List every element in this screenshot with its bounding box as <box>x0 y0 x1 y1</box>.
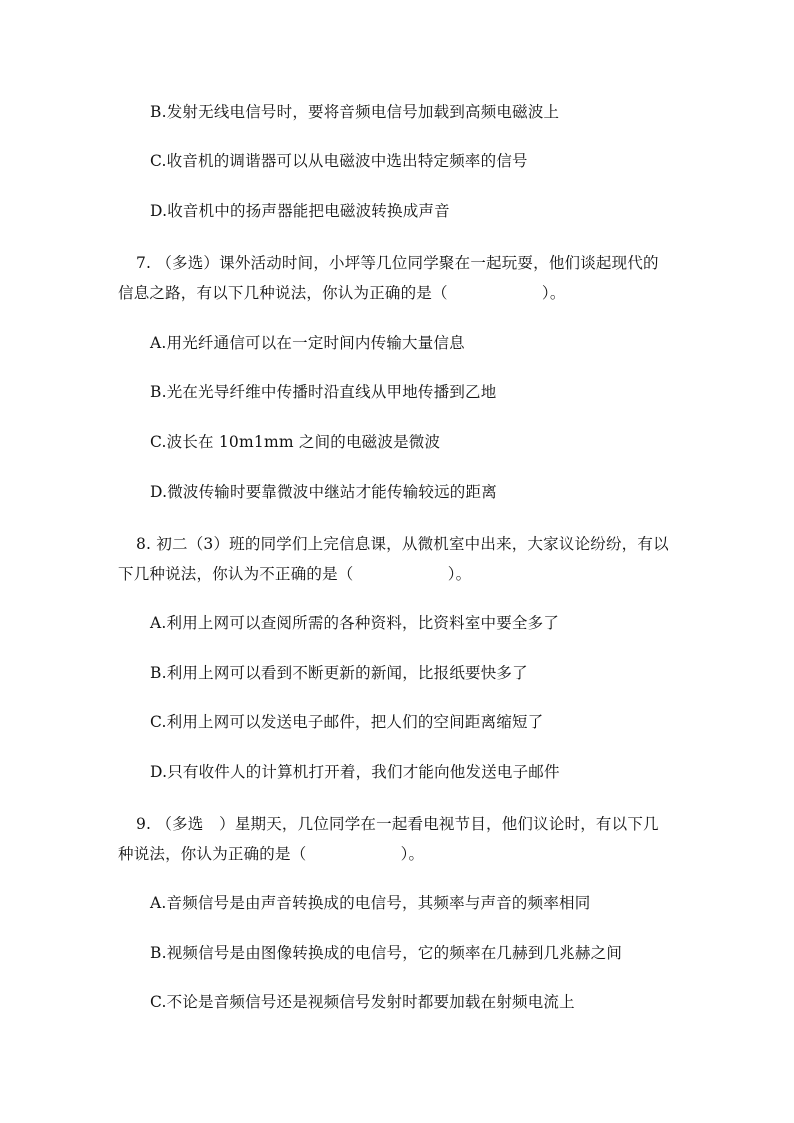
q8-option-c: C.利用上网可以发送电子邮件，把人们的空间距离缩短了 <box>150 713 544 731</box>
q7-option-d: D.微波传输时要靠微波中继站才能传输较远的距离 <box>150 483 497 501</box>
q8-stem-line1: 8. 初二（3）班的同学们上完信息课，从微机室中出来，大家议论纷纷，有以 <box>136 535 669 553</box>
q7-option-b: B.光在光导纤维中传播时沿直线从甲地传播到乙地 <box>150 383 497 401</box>
q9-option-b: B.视频信号是由图像转换成的电信号，它的频率在几赫到几兆赫之间 <box>150 944 623 962</box>
q8-option-d: D.只有收件人的计算机打开着，我们才能向他发送电子邮件 <box>150 763 560 781</box>
q9-option-a: A.音频信号是由声音转换成的电信号，其频率与声音的频率相同 <box>150 894 591 912</box>
q6-option-c: C.收音机的调谐器可以从电磁波中选出特定频率的信号 <box>150 152 528 170</box>
q6-option-b: B.发射无线电信号时，要将音频电信号加载到高频电磁波上 <box>150 103 560 121</box>
q7-option-c: C.波长在 10m1mm 之间的电磁波是微波 <box>150 433 441 451</box>
q7-option-a: A.用光纤通信可以在一定时间内传输大量信息 <box>150 334 465 352</box>
q8-stem-line2: 下几种说法，你认为不正确的是（ ）。 <box>118 565 472 583</box>
q8-option-a: A.利用上网可以查阅所需的各种资料，比资料室中要全多了 <box>150 614 560 632</box>
q9-stem-line1: 9. （多选 ）星期天，几位同学在一起看电视节目，他们议论时，有以下几 <box>136 815 659 833</box>
q8-option-b: B.利用上网可以看到不断更新的新闻，比报纸要快多了 <box>150 664 528 682</box>
q9-option-c: C.不论是音频信号还是视频信号发射时都要加载在射频电流上 <box>150 993 575 1011</box>
q7-stem-line1: 7. （多选）课外活动时间，小坪等几位同学聚在一起玩耍，他们谈起现代的 <box>136 254 659 272</box>
q6-option-d: D.收音机中的扬声器能把电磁波转换成声音 <box>150 202 450 220</box>
q7-stem-line2: 信息之路，有以下几种说法，你认为正确的是（ ）。 <box>118 284 566 302</box>
q9-stem-line2: 种说法，你认为正确的是（ ）。 <box>118 845 425 863</box>
